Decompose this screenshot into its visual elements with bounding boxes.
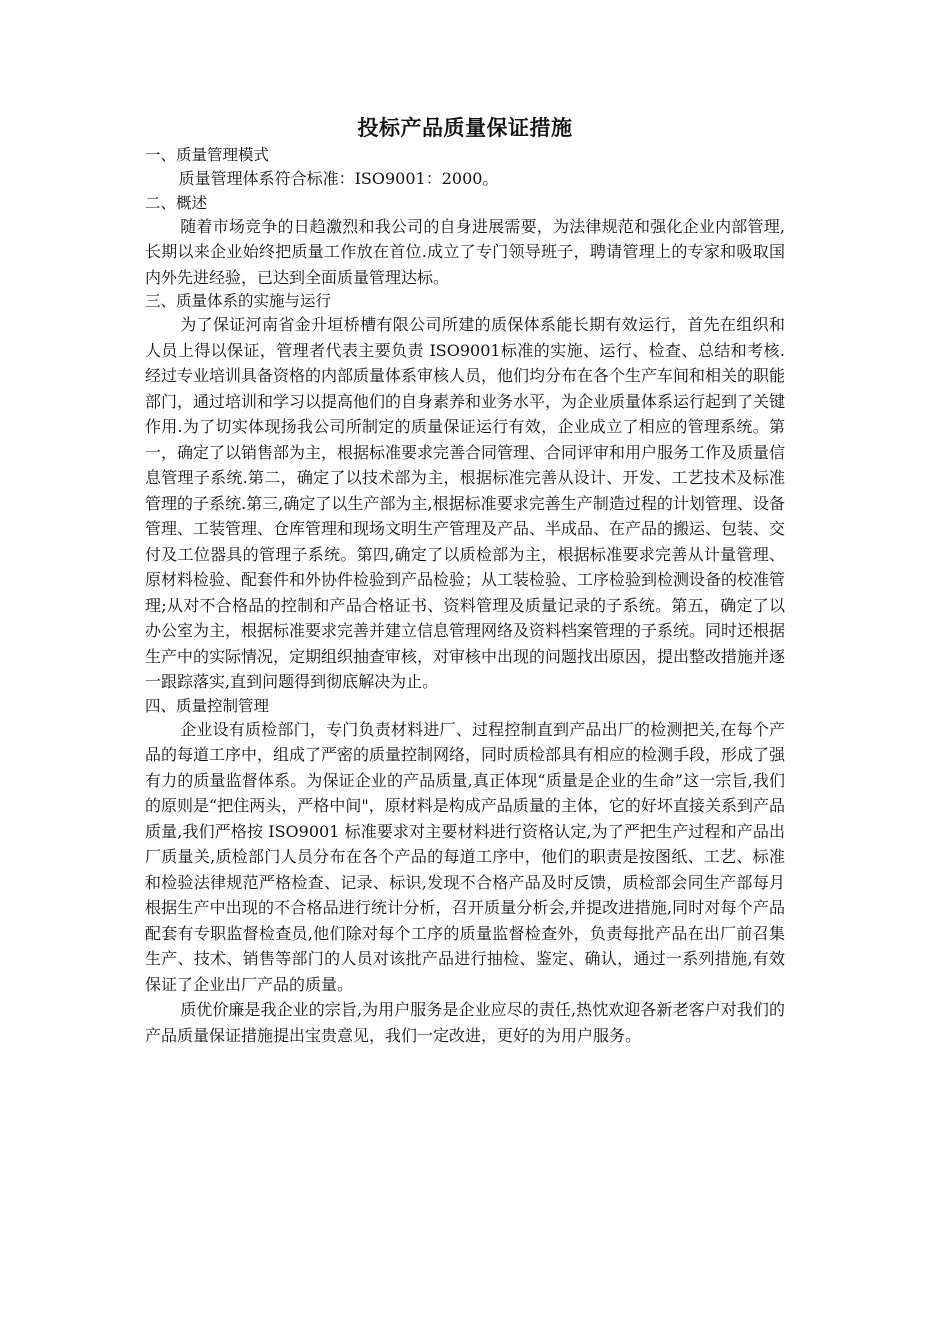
section-heading: 三、质量体系的实施与运行 bbox=[145, 292, 332, 310]
section-paragraph: 质量管理体系符合标准：ISO9001：2000。 bbox=[178, 169, 499, 188]
section-heading: 二、概述 bbox=[145, 193, 208, 212]
section-overview bbox=[145, 192, 785, 291]
document-page bbox=[145, 112, 785, 1048]
section-paragraph: 质优价廉是我企业的宗旨,为用户服务是企业应尽的责任,热忱欢迎各新老客户对我们的产品质量保证措施提出宝贵意见，我们一定改进，更好的为用户服务。 bbox=[145, 1000, 785, 1045]
section-quality-mode bbox=[145, 144, 785, 192]
section-quality-control bbox=[145, 695, 785, 1049]
section-paragraph: 企业设有质检部门，专门负责材料进厂、过程控制直到产品出厂的检测把关,在每个产品的每道工序中，组成了严密的质量控制网络，同时质检部具有相应的检测手段，形成了强有力的质量监督体系。为保证企业的产品质量,真正体现“质量是企业的生命”这一宗旨,我们的原则是“把住两头，严格中间"，原材料是构成产品质量的主体，它的好坏直接关系到产品质量,我们严格按 ISO9001 标准要求对主要材料进行资格认定,为了严把生产过程和产品出厂质量关,质检部门人员分布在各个产品的每道工序中，他们的职责是按图纸、工艺、标准和检验法律规范严格检查、记录、标识,发现不合格产品及时反馈，质检部会同生产部每月根据生产中出现的不合格品进行统计分析，召开质量分析会,并提改进措施,同时对每个产品配套有专职监督检查员,他们除对每个工序的质量监督检查外，负责每批产品在出厂前召集生产、技术、销售等部门的人员对该批产品进行抽检、鉴定、确认，通过一系列措施,有效保证了企业出厂产品的质量。 bbox=[145, 719, 786, 994]
section-implementation bbox=[145, 290, 785, 695]
section-paragraph: 为了保证河南省金升垣桥槽有限公司所建的质保体系能长期有效运行，首先在组织和人员上得以保证，管理者代表主要负责 ISO9001标准的实施、运行、检查、总结和考核.经过专业培训具备资格的内部质量体系审核人员，他们均分布在各个生产车间和相关的职能部门，通过培训和学习以提高他们的自身素养和业务水平，为企业质量体系运行起到了关键作用.为了切实体现扬我公司所制定的质量保证运行有效，企业成立了相应的管理系统。第一，确定了以销售部为主，根据标准要求完善合同管理、合同评审和用户服务工作及质量信息管理子系统.第二，确定了以技术部为主，根据标准完善从设计、开发、工艺技术及标准管理的子系统.第三,确定了以生产部为主,根据标准要求完善生产制造过程的计划管理、设备管理、工装管理、仓库管理和现场文明生产管理及产品、半成品、在产品的搬运、包装、交付及工位器具的管理子系统。第四,确定了以质检部为主，根据标准要求完善从计量管理、原材料检验、配套件和外协件检验到产品检验；从工装检验、工序检验到检测设备的校准管理;从对不合格品的控制和产品合格证书、资料管理及质量记录的子系统。第五，确定了以办公室为主，根据标准要求完善并建立信息管理网络及资料档案管理的子系统。同时还根据生产中的实际情况，定期组织抽查审核，对审核中出现的问题找出原因，提出整改措施并逐一跟踪落实,直到问题得到彻底解决为止。 bbox=[145, 315, 786, 691]
section-heading: 一、质量管理模式 bbox=[145, 146, 270, 164]
section-paragraph: 随着市场竞争的日趋激烈和我公司的自身进展需要，为法律规范和强化企业内部管理,长期以来企业始终把质量工作放在首位.成立了专门领导班子，聘请管理上的专家和吸取国内外先进经验，已达到全面质量管理达标。 bbox=[145, 216, 785, 287]
document-title: 投标产品质量保证措施 bbox=[357, 116, 573, 140]
section-heading: 四、质量控制管理 bbox=[145, 696, 270, 715]
